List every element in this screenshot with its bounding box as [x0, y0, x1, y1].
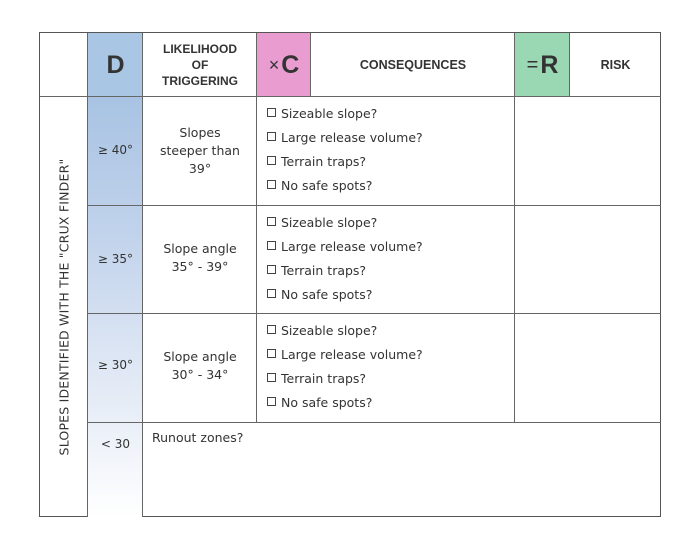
- row-3-consequences: [267, 322, 515, 418]
- row-1-likelihood-line-1: Slopes: [179, 125, 221, 140]
- consequence-label: Sizeable slope?: [281, 106, 378, 121]
- checkbox-icon[interactable]: [267, 397, 276, 406]
- header-r: [515, 33, 570, 97]
- list-item: [267, 214, 515, 238]
- consequence-label: Terrain traps?: [281, 371, 367, 386]
- row-1-consequences: [267, 105, 515, 201]
- row-1-likelihood-line-3: 39°: [188, 161, 212, 176]
- row-2-consequences: [267, 214, 515, 310]
- grid-line: [569, 33, 570, 97]
- grid-line: [88, 313, 661, 314]
- list-item: [267, 129, 515, 153]
- header-d-letter: D: [106, 50, 125, 79]
- list-item: [267, 346, 515, 370]
- header-risk-label: RISK: [600, 58, 631, 72]
- list-item: [267, 153, 515, 177]
- header-likelihood: [143, 33, 257, 97]
- row-1-likelihood: [143, 124, 257, 178]
- consequence-label: No safe spots?: [281, 178, 373, 193]
- checkbox-icon[interactable]: [267, 108, 276, 117]
- header-r-operator: =: [526, 53, 539, 76]
- row-2-likelihood-line-2: 35° - 39°: [171, 259, 229, 274]
- checkbox-icon[interactable]: [267, 217, 276, 226]
- runout-zones-label: Runout zones?: [152, 430, 244, 445]
- header-c-operator: ×: [268, 54, 280, 75]
- checkbox-icon[interactable]: [267, 289, 276, 298]
- row-3-likelihood-line-2: 30° - 34°: [171, 367, 229, 382]
- checkbox-icon[interactable]: [267, 180, 276, 189]
- row-2-likelihood: [143, 240, 257, 276]
- checkbox-icon[interactable]: [267, 156, 276, 165]
- consequence-label: Terrain traps?: [281, 154, 367, 169]
- grid-line: [88, 205, 661, 206]
- header-likelihood-line-3: TRIGGERING: [161, 74, 238, 88]
- consequence-label: Large release volume?: [281, 347, 423, 362]
- checkbox-icon[interactable]: [267, 349, 276, 358]
- consequence-label: No safe spots?: [281, 287, 373, 302]
- list-item: [267, 105, 515, 129]
- row-2-degree: ≥ 35°: [97, 252, 134, 266]
- consequence-label: Terrain traps?: [281, 263, 367, 278]
- danger-gradient-column: [88, 97, 143, 517]
- checkbox-icon[interactable]: [267, 325, 276, 334]
- row-3-degree: ≥ 30°: [97, 358, 134, 372]
- row-3-likelihood-line-1: Slope angle: [163, 349, 237, 364]
- consequence-label: No safe spots?: [281, 395, 373, 410]
- row-4-degree: < 30: [100, 437, 131, 451]
- consequence-label: Large release volume?: [281, 239, 423, 254]
- list-item: [267, 370, 515, 394]
- row-1-degree: ≥ 40°: [97, 143, 134, 157]
- risk-assessment-table: [39, 32, 661, 517]
- grid-line: [514, 33, 515, 422]
- grid-line: [142, 33, 143, 517]
- header-consequences-label: CONSEQUENCES: [359, 58, 467, 72]
- grid-line: [88, 422, 661, 423]
- header-c-letter: C: [281, 50, 300, 79]
- row-3-likelihood: [143, 348, 257, 384]
- side-label-cell: [40, 97, 88, 517]
- consequence-label: Sizeable slope?: [281, 323, 378, 338]
- list-item: [267, 177, 515, 201]
- header-d: [88, 33, 143, 97]
- consequence-label: Large release volume?: [281, 130, 423, 145]
- checkbox-icon[interactable]: [267, 265, 276, 274]
- row-2-likelihood-line-1: Slope angle: [163, 241, 237, 256]
- list-item: [267, 286, 515, 310]
- side-label: SLOPES IDENTIFIED WITH THE "CRUX FINDER": [56, 158, 72, 456]
- checkbox-icon[interactable]: [267, 241, 276, 250]
- header-likelihood-line-2: OF: [191, 58, 209, 72]
- header-r-letter: R: [540, 50, 559, 79]
- grid-line: [40, 96, 661, 97]
- grid-line: [87, 33, 88, 517]
- consequence-label: Sizeable slope?: [281, 215, 378, 230]
- list-item: [267, 322, 515, 346]
- header-likelihood-line-1: LIKELIHOOD: [162, 42, 237, 56]
- row-1-likelihood-line-2: steeper than: [160, 143, 240, 158]
- grid-line: [256, 33, 257, 422]
- list-item: [267, 394, 515, 418]
- header-consequences: [311, 33, 515, 97]
- checkbox-icon[interactable]: [267, 373, 276, 382]
- checkbox-icon[interactable]: [267, 132, 276, 141]
- list-item: [267, 238, 515, 262]
- header-risk: [570, 33, 661, 97]
- grid-line: [310, 33, 311, 97]
- list-item: [267, 262, 515, 286]
- header-c: [257, 33, 311, 97]
